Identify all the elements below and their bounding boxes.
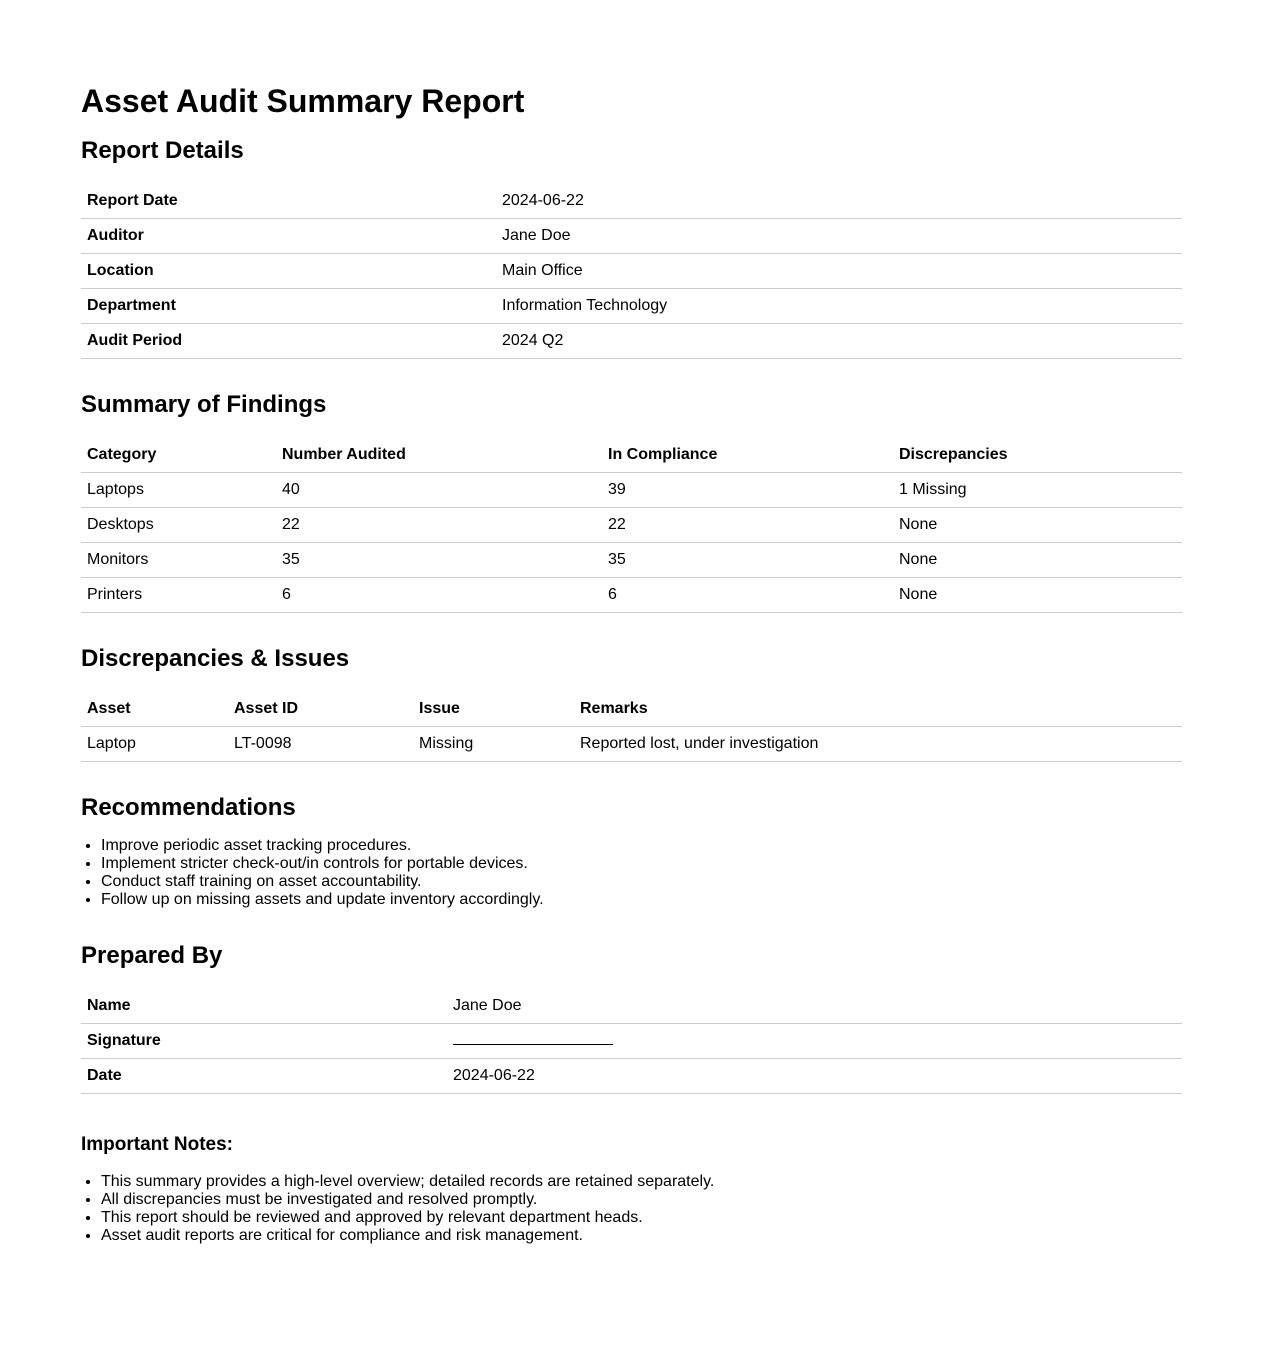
list-item: • This report should be reviewed and approved by relevant department heads. [101,1209,1182,1227]
table-cell: LT-0098 [228,727,413,762]
column-header: Issue [413,692,574,727]
table-cell: 22 [602,508,893,543]
report-details-heading: Report Details [81,137,244,164]
table-row [81,508,1182,543]
detail-label: Department [81,289,496,324]
page-title: Asset Audit Summary Report [81,83,525,119]
column-header: Asset [81,692,228,727]
column-header: Discrepancies [893,438,1182,473]
column-header: In Compliance [602,438,893,473]
list-item: • Follow up on missing assets and update inventory accordingly. [101,891,1182,909]
table-cell: 40 [276,473,602,508]
summary-heading: Summary of Findings [81,391,327,418]
table-cell: 6 [602,578,893,613]
table-cell: None [893,543,1182,578]
list-item: • Implement stricter check-out/in controls for portable devices. [101,855,1182,873]
name-value: Jane Doe [447,989,1182,1024]
table-header-row [81,438,1182,473]
list-item: • This summary provides a high-level overview; detailed records are retained separately. [101,1173,1182,1191]
detail-label: Location [81,254,496,289]
summary-table [81,438,1182,613]
list-item: • Improve periodic asset tracking procedures. [101,837,1182,855]
table-cell: Monitors [81,543,276,578]
discrepancies-heading: Discrepancies & Issues [81,645,350,672]
detail-value: Information Technology [496,289,1182,324]
column-header: Category [81,438,276,473]
list-item: • Asset audit reports are critical for compliance and risk management. [101,1227,1182,1245]
table-cell: 39 [602,473,893,508]
table-cell: Desktops [81,508,276,543]
table-cell: Missing [413,727,574,762]
recommendations-heading: Recommendations [81,794,296,821]
table-cell: 22 [276,508,602,543]
table-row [81,578,1182,613]
report-details-table [81,184,1182,359]
date-value: 2024-06-22 [447,1059,1182,1094]
list-item: • Conduct staff training on asset accountability. [101,873,1182,891]
table-row [81,1024,1182,1059]
notes-heading: Important Notes: [81,1134,233,1155]
detail-label: Auditor [81,219,496,254]
table-row [81,184,1182,219]
column-header: Remarks [574,692,1182,727]
table-row [81,1059,1182,1094]
detail-value: 2024-06-22 [496,184,1182,219]
table-cell: None [893,508,1182,543]
table-row [81,324,1182,359]
recommendations-list [81,837,1182,909]
table-cell: None [893,578,1182,613]
detail-label: Report Date [81,184,496,219]
table-row [81,727,1182,762]
table-cell: 35 [276,543,602,578]
table-cell: Printers [81,578,276,613]
table-row [81,219,1182,254]
table-row [81,254,1182,289]
column-header: Asset ID [228,692,413,727]
table-row [81,989,1182,1024]
discrepancies-table [81,692,1182,762]
table-cell: Laptops [81,473,276,508]
table-header-row [81,692,1182,727]
list-item: • All discrepancies must be investigated and resolved promptly. [101,1191,1182,1209]
date-label: Date [81,1059,447,1094]
signature-cell [447,1024,1182,1059]
table-cell: 1 Missing [893,473,1182,508]
table-cell: 35 [602,543,893,578]
table-row [81,473,1182,508]
table-cell: 6 [276,578,602,613]
notes-list [81,1173,1182,1245]
detail-value: Main Office [496,254,1182,289]
detail-value: 2024 Q2 [496,324,1182,359]
table-row [81,289,1182,324]
signature-line [453,1036,613,1045]
name-label: Name [81,989,447,1024]
table-cell: Reported lost, under investigation [574,727,1182,762]
prepared-by-table [81,989,1182,1094]
detail-value: Jane Doe [496,219,1182,254]
column-header: Number Audited [276,438,602,473]
detail-label: Audit Period [81,324,496,359]
table-cell: Laptop [81,727,228,762]
signature-label: Signature [81,1024,447,1059]
table-row [81,543,1182,578]
prepared-by-heading: Prepared By [81,942,223,969]
